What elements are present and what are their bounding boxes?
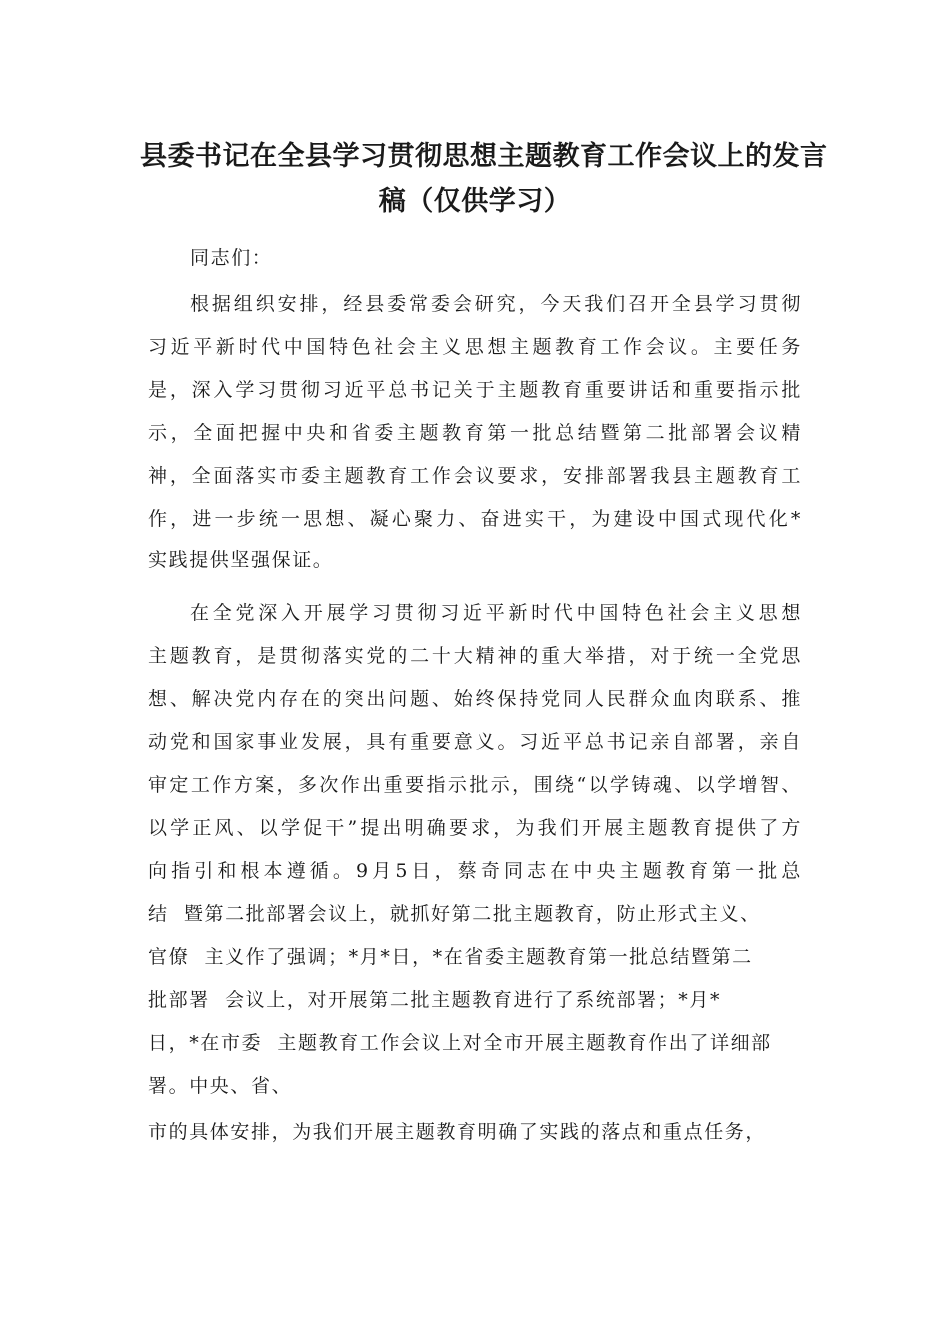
paragraph-line: 在全党深入开展学习贯彻习近平新时代中国特色社会主义思想 (190, 602, 802, 624)
paragraph-line: 主题教育，是贯彻落实党的二十大精神的重大举措，对于统一全党思 (148, 645, 802, 667)
salutation: 同志们： (190, 247, 273, 269)
paragraph-line: 以学正风、以学促干”提出明确要求，为我们开展主题教育提供了方 (148, 817, 802, 839)
paragraph-line: 是，深入学习贯彻习近平总书记关于主题教育重要讲话和重要指示批 (148, 379, 802, 401)
document-title (140, 134, 828, 224)
paragraph-line: 动党和国家事业发展，具有重要意义。习近平总书记亲自部署，亲自 (148, 731, 802, 753)
title-line-2: 稿（仅供学习） (378, 186, 572, 217)
paragraph-line: 批部署 会议上，对开展第二批主题教育进行了系统部署；*月* (148, 989, 722, 1011)
paragraph-line: 审定工作方案，多次作出重要指示批示，围绕“以学铸魂、以学增智、 (148, 774, 802, 796)
paragraph-line: 神，全面落实市委主题教育工作会议要求，安排部署我县主题教育工 (148, 465, 802, 487)
paragraph-line: 结 暨第二批部署会议上，就抓好第二批主题教育，防止形式主义、 (148, 903, 761, 925)
paragraph-line: 根据组织安排，经县委常委会研究，今天我们召开全县学习贯彻 (190, 293, 802, 315)
paragraph-line: 示，全面把握中央和省委主题教育第一批总结暨第二批部署会议精 (148, 422, 802, 444)
paragraph-line: 习近平新时代中国特色社会主义思想主题教育工作会议。主要任务 (148, 336, 802, 358)
paragraph-line: 官僚 主义作了强调；*月*日，*在省委主题教育第一批总结暨第二 (148, 946, 753, 968)
paragraph-line: 署。中央、省、 (148, 1075, 293, 1097)
paragraph-line: 日，*在市委 主题教育工作会议上对全市开展主题教育作出了详细部 (148, 1032, 772, 1054)
paragraph-line: 想、解决党内存在的突出问题、始终保持党同人民群众血肉联系、推 (148, 688, 802, 710)
paragraph-line: 向指引和根本遵循。9月5日，蔡奇同志在中央主题教育第一批总 (148, 860, 802, 882)
paragraph-line: 作，进一步统一思想、凝心聚力、奋进实干，为建设中国式现代化* (148, 508, 802, 530)
paragraph-line: 实践提供坚强保证。 (148, 549, 334, 571)
title-line-1: 县委书记在全县学习贯彻思想主题教育工作会议上的发言 (140, 141, 828, 172)
paragraph-line: 市的具体安排，为我们开展主题教育明确了实践的落点和重点任务， (148, 1121, 767, 1143)
